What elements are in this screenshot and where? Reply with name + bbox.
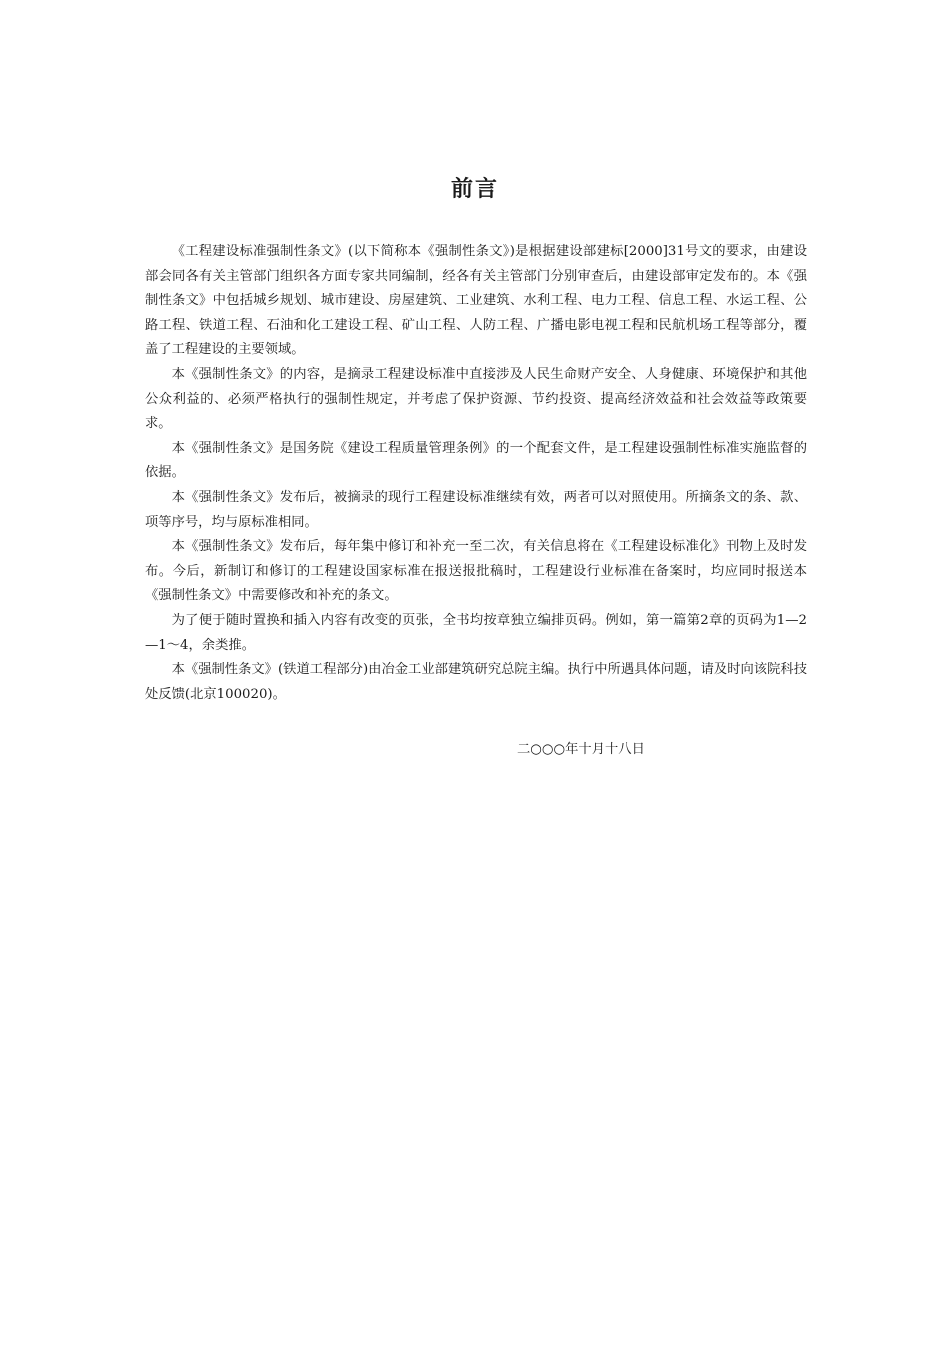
- preface-body: [145, 240, 807, 707]
- paragraph-3: 本《强制性条文》是国务院《建设工程质量管理条例》的一个配套文件，是工程建设强制性标准实施监督的依据。: [145, 440, 807, 481]
- paragraph-5: 本《强制性条文》发布后，每年集中修订和补充一至二次，有关信息将在《工程建设标准化》刊物上及时发布。今后，新制订和修订的工程建设国家标准在报送报批稿时，工程建设行业标准在备案时，均应同时报送本《强制性条文》中需要修改和补充的条文。: [145, 539, 807, 604]
- paragraph-7: 本《强制性条文》(铁道工程部分)由冶金工业部建筑研究总院主编。执行中所遇具体问题，请及时向该院科技处反馈(北京100020)。: [145, 662, 807, 702]
- paragraph-4: 本《强制性条文》发布后，被摘录的现行工程建设标准继续有效，两者可以对照使用。所摘条文的条、款、项等序号，均与原标准相同。: [145, 489, 807, 530]
- document-date: 二○○○年十月十八日: [517, 742, 645, 757]
- paragraph-2: 本《强制性条文》的内容，是摘录工程建设标准中直接涉及人民生命财产安全、人身健康、环境保护和其他公众利益的、必须严格执行的强制性规定，并考虑了保护资源、节约投资、提高经济效益和社会效益等政策要求。: [145, 366, 807, 432]
- paragraph-6: 为了便于随时置换和插入内容有改变的页张，全书均按章独立编排页码。例如，第一篇第2章的页码为1—2—1～4，余类推。: [145, 612, 807, 653]
- paragraph-1: 《工程建设标准强制性条文》(以下简称本《强制性条文》)是根据建设部建标[2000]31号文的要求，由建设部会同各有关主管部门组织各方面专家共同编制，经各有关主管部门分别审查后，由建设部审定发布的。本《强制性条文》中包括城乡规划、城市建设、房屋建筑、工业建筑、水利工程、电力工程、信息工程、水运工程、公路工程、铁道工程、石油和化工建设工程、矿山工程、人防工程、广播电影电视工程和民航机场工程等部分，覆盖了工程建设的主要领域。: [145, 244, 807, 358]
- page-title: 前言: [450, 176, 499, 202]
